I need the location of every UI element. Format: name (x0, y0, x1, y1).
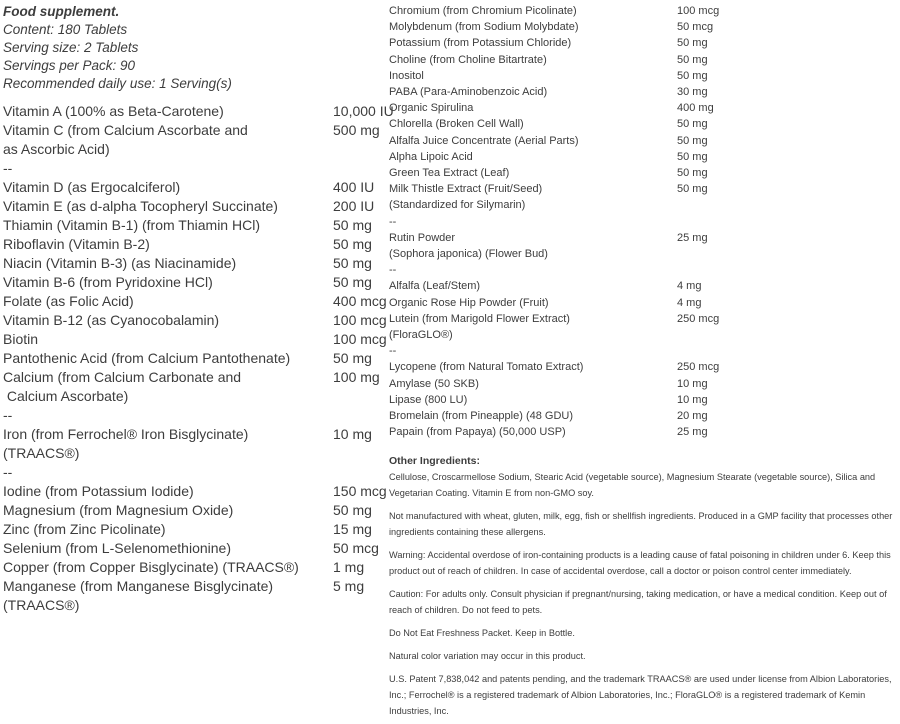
nutrient-amount: 50 mg (677, 118, 708, 131)
left-column (3, 3, 394, 615)
nutrient-name: Thiamin (Vitamin B-1) (from Thiamin HCl) (3, 217, 260, 233)
nutrient-amount: 10,000 IU (333, 103, 394, 119)
nutrient-name: Lycopene (from Natural Tomato Extract) (389, 361, 584, 374)
nutrient-amount: 25 mg (677, 426, 708, 439)
nutrient-name: Iron (from Ferrochel® Iron Bisglycinate) (TRAACS®) (3, 426, 249, 461)
nutrient-row (3, 178, 389, 197)
nutrient-amount: 50 mg (333, 217, 372, 233)
nutrient-name: Rutin Powder (Sophora japonica) (Flower Bud) (389, 231, 548, 261)
nutrient-row (389, 181, 897, 213)
serving-info (3, 21, 389, 93)
nutrient-amount: 50 mg (333, 502, 372, 518)
nutrient-amount: 4 mg (677, 280, 702, 293)
nutrient-row (3, 425, 389, 463)
nutrient-row (3, 368, 389, 406)
nutrient-name: Amylase (50 SKB) (389, 377, 479, 390)
nutrient-name: Manganese (from Manganese Bisglycinate) (TRAACS®) (3, 578, 274, 613)
nutrient-row (389, 84, 897, 100)
note-paragraph: Caution: For adults only. Consult physician if pregnant/nursing, taking medication, or have a medical condition. Keep out of reach of children. Do not feed to pets. (389, 589, 887, 616)
nutrient-amount: 50 mg (333, 236, 372, 252)
nutrient-name: Organic Spirulina (389, 102, 474, 115)
nutrient-name: Vitamin C (from Calcium Ascorbate and as Ascorbic Acid) (3, 122, 248, 157)
nutrient-name: Alpha Lipoic Acid (389, 150, 473, 163)
note-paragraph: Warning: Accidental overdose of iron-containing products is a leading cause of fatal poisoning in children under 6. Keep this product out of reach of children. In case of accidental overdose, call a doctor or poison control center immediately. (389, 550, 891, 577)
nutrient-amount: 50 mg (677, 134, 708, 147)
nutrient-name: Milk Thistle Extract (Fruit/Seed) (Standardized for Silymarin) (389, 183, 543, 212)
nutrient-name: Zinc (from Zinc Picolinate) (3, 521, 166, 537)
nutrient-amount: 500 mg (333, 122, 380, 138)
separator-row (3, 463, 389, 482)
nutrient-name: Potassium (from Potassium Chloride) (389, 37, 572, 50)
nutrient-row (3, 482, 389, 501)
nutrient-row (389, 149, 897, 165)
nutrient-row (389, 165, 897, 181)
nutrient-name: Bromelain (from Pineapple) (48 GDU) (389, 410, 574, 423)
separator-dashes: -- (389, 215, 397, 228)
nutrient-amount: 15 mg (333, 521, 372, 537)
nutrient-row (389, 52, 897, 68)
note-paragraph: Natural color variation may occur in this product. (389, 651, 586, 662)
intro-line: Recommended daily use: 1 Serving(s) (3, 76, 232, 91)
nutrient-name: Vitamin B-12 (as Cyanocobalamin) (3, 312, 220, 328)
nutrient-row (389, 376, 897, 392)
nutrient-name: Biotin (3, 331, 39, 347)
nutrient-row (3, 539, 389, 558)
nutrient-row (3, 292, 389, 311)
nutrient-row (389, 392, 897, 408)
separator-dashes: -- (3, 407, 13, 423)
nutrient-amount: 150 mcg (333, 483, 387, 499)
nutrient-row (3, 121, 389, 159)
nutrient-amount: 50 mg (677, 69, 708, 82)
nutrient-name: Lipase (800 LU) (389, 393, 468, 406)
nutrient-row (3, 254, 389, 273)
nutrient-row (3, 577, 389, 615)
other-ingredients-heading: Other Ingredients: (389, 455, 481, 468)
nutrient-name: Lutein (from Marigold Flower Extract) (FloraGLO®) (389, 312, 570, 342)
nutrient-name: Pantothenic Acid (from Calcium Pantothenate) (3, 350, 291, 366)
nutrient-amount: 50 mg (333, 255, 372, 271)
nutrient-name: Chlorella (Broken Cell Wall) (389, 118, 524, 131)
nutrient-amount: 100 mcg (333, 331, 387, 347)
nutrient-amount: 5 mg (333, 578, 365, 594)
nutrient-name: Iodine (from Potassium Iodide) (3, 483, 194, 499)
nutrient-row (3, 197, 389, 216)
nutrient-row (389, 424, 897, 440)
nutrient-amount: 25 mg (677, 231, 708, 244)
nutrient-name: Chromium (from Chromium Picolinate) (389, 5, 577, 17)
nutrient-row (389, 68, 897, 84)
note-paragraph: Cellulose, Croscarmellose Sodium, Stearic Acid (vegetable source), Magnesium Stearate (vegetable source), Silica and Vegetarian Coating. Vitamin E from non-GMO soy. (389, 472, 876, 499)
nutrient-table-left (3, 102, 394, 615)
nutrient-row (3, 311, 389, 330)
nutrient-amount: 30 mg (677, 86, 708, 99)
intro-line: Content: 180 Tablets (3, 22, 128, 37)
nutrient-name: Vitamin E (as d-alpha Tocopheryl Succinate) (3, 198, 278, 214)
separator-dashes: -- (3, 160, 13, 176)
nutrient-amount: 400 mcg (333, 293, 387, 309)
nutrient-amount: 50 mg (677, 53, 708, 66)
nutrient-table-right (389, 3, 897, 440)
intro-line: Servings per Pack: 90 (3, 58, 136, 73)
nutrient-amount: 50 mcg (333, 540, 379, 556)
nutrient-amount: 400 IU (333, 179, 375, 195)
disclaimer-paragraphs (389, 469, 897, 719)
nutrient-row (389, 230, 897, 262)
nutrient-amount: 50 mg (677, 150, 708, 163)
nutrient-amount: 50 mg (677, 167, 708, 180)
nutrient-row (3, 235, 389, 254)
nutrient-row (3, 102, 394, 121)
separator-row (389, 214, 897, 230)
nutrient-row (389, 19, 897, 35)
nutrient-amount: 200 IU (333, 198, 375, 214)
nutrient-name: Molybdenum (from Sodium Molybdate) (389, 21, 579, 34)
note-paragraph: Not manufactured with wheat, gluten, milk, egg, fish or shellfish ingredients. Produced in a GMP facility that processes other ingredients containing these allergens. (389, 511, 893, 538)
nutrient-amount: 10 mg (677, 393, 708, 406)
nutrient-name: Niacin (Vitamin B-3) (as Niacinamide) (3, 255, 237, 271)
nutrient-name: PABA (Para-Aminobenzoic Acid) (389, 86, 548, 99)
nutrient-amount: 50 mg (677, 183, 708, 196)
nutrient-row (3, 273, 389, 292)
nutrient-name: Inositol (389, 69, 424, 82)
nutrient-name: Folate (as Folic Acid) (3, 293, 134, 309)
nutrient-amount: 100 mg (333, 369, 380, 385)
nutrient-amount: 50 mcg (677, 21, 714, 34)
notes-section (389, 453, 897, 719)
nutrient-row (3, 349, 389, 368)
nutrient-row (389, 35, 897, 51)
nutrient-row (389, 3, 897, 19)
nutrient-amount: 20 mg (677, 410, 708, 423)
nutrient-name: Calcium (from Calcium Carbonate and Calcium Ascorbate) (3, 369, 242, 404)
nutrient-row (389, 359, 897, 375)
nutrient-row (389, 408, 897, 424)
separator-row (3, 159, 389, 178)
nutrient-row (389, 133, 897, 149)
nutrient-name: Vitamin A (100% as Beta-Carotene) (3, 103, 224, 119)
nutrient-amount: 400 mg (677, 102, 714, 115)
separator-dashes: -- (3, 464, 13, 480)
nutrient-row (389, 311, 897, 343)
nutrient-amount: 10 mg (677, 377, 708, 390)
separator-row (389, 343, 897, 359)
nutrient-row (3, 501, 389, 520)
note-paragraph: U.S. Patent 7,838,042 and patents pending, and the trademark TRAACS® are used under license from Albion Laboratories, Inc.; Ferrochel® is a registered trademark of Albion Laboratories, Inc.; FloraGLO® is a registered trademark of Kemin Industries, Inc. (389, 674, 892, 717)
nutrient-amount: 50 mg (333, 274, 372, 290)
nutrient-name: Magnesium (from Magnesium Oxide) (3, 502, 234, 518)
nutrient-name: Alfalfa Juice Concentrate (Aerial Parts) (389, 134, 579, 147)
nutrient-amount: 50 mg (677, 37, 708, 50)
separator-row (389, 262, 897, 278)
product-type-title: Food supplement. (3, 4, 120, 19)
nutrient-name: Organic Rose Hip Powder (Fruit) (389, 296, 549, 309)
intro-line: Serving size: 2 Tablets (3, 40, 139, 55)
nutrient-amount: 250 mcg (677, 361, 720, 374)
nutrient-name: Choline (from Choline Bitartrate) (389, 53, 547, 66)
separator-row (3, 406, 389, 425)
nutrient-name: Green Tea Extract (Leaf) (389, 167, 510, 180)
nutrient-amount: 50 mg (333, 350, 372, 366)
nutrient-amount: 100 mcg (677, 5, 720, 17)
note-paragraph: Do Not Eat Freshness Packet. Keep in Bottle. (389, 628, 575, 639)
product-intro (3, 3, 389, 93)
nutrient-name: Copper (from Copper Bisglycinate) (TRAACS®) (3, 559, 299, 575)
separator-dashes: -- (389, 264, 397, 277)
nutrient-amount: 4 mg (677, 296, 702, 309)
nutrient-row (3, 216, 389, 235)
nutrient-amount: 10 mg (333, 426, 372, 442)
nutrient-row (389, 116, 897, 132)
right-column (389, 3, 897, 719)
nutrient-name: Riboflavin (Vitamin B-2) (3, 236, 150, 252)
nutrient-name: Papain (from Papaya) (50,000 USP) (389, 426, 566, 439)
nutrient-row (3, 558, 389, 577)
nutrient-amount: 100 mcg (333, 312, 387, 328)
nutrient-name: Alfalfa (Leaf/Stem) (389, 280, 481, 293)
nutrient-row (389, 278, 897, 294)
separator-dashes: -- (389, 345, 397, 358)
nutrient-amount: 1 mg (333, 559, 365, 575)
nutrient-row (3, 330, 389, 349)
nutrient-name: Vitamin B-6 (from Pyridoxine HCl) (3, 274, 213, 290)
nutrient-row (3, 520, 389, 539)
nutrient-row (389, 295, 897, 311)
nutrient-name: Selenium (from L-Selenomethionine) (3, 540, 231, 556)
nutrient-amount: 250 mcg (677, 312, 720, 325)
nutrient-row (389, 100, 897, 116)
nutrient-name: Vitamin D (as Ergocalciferol) (3, 179, 181, 195)
